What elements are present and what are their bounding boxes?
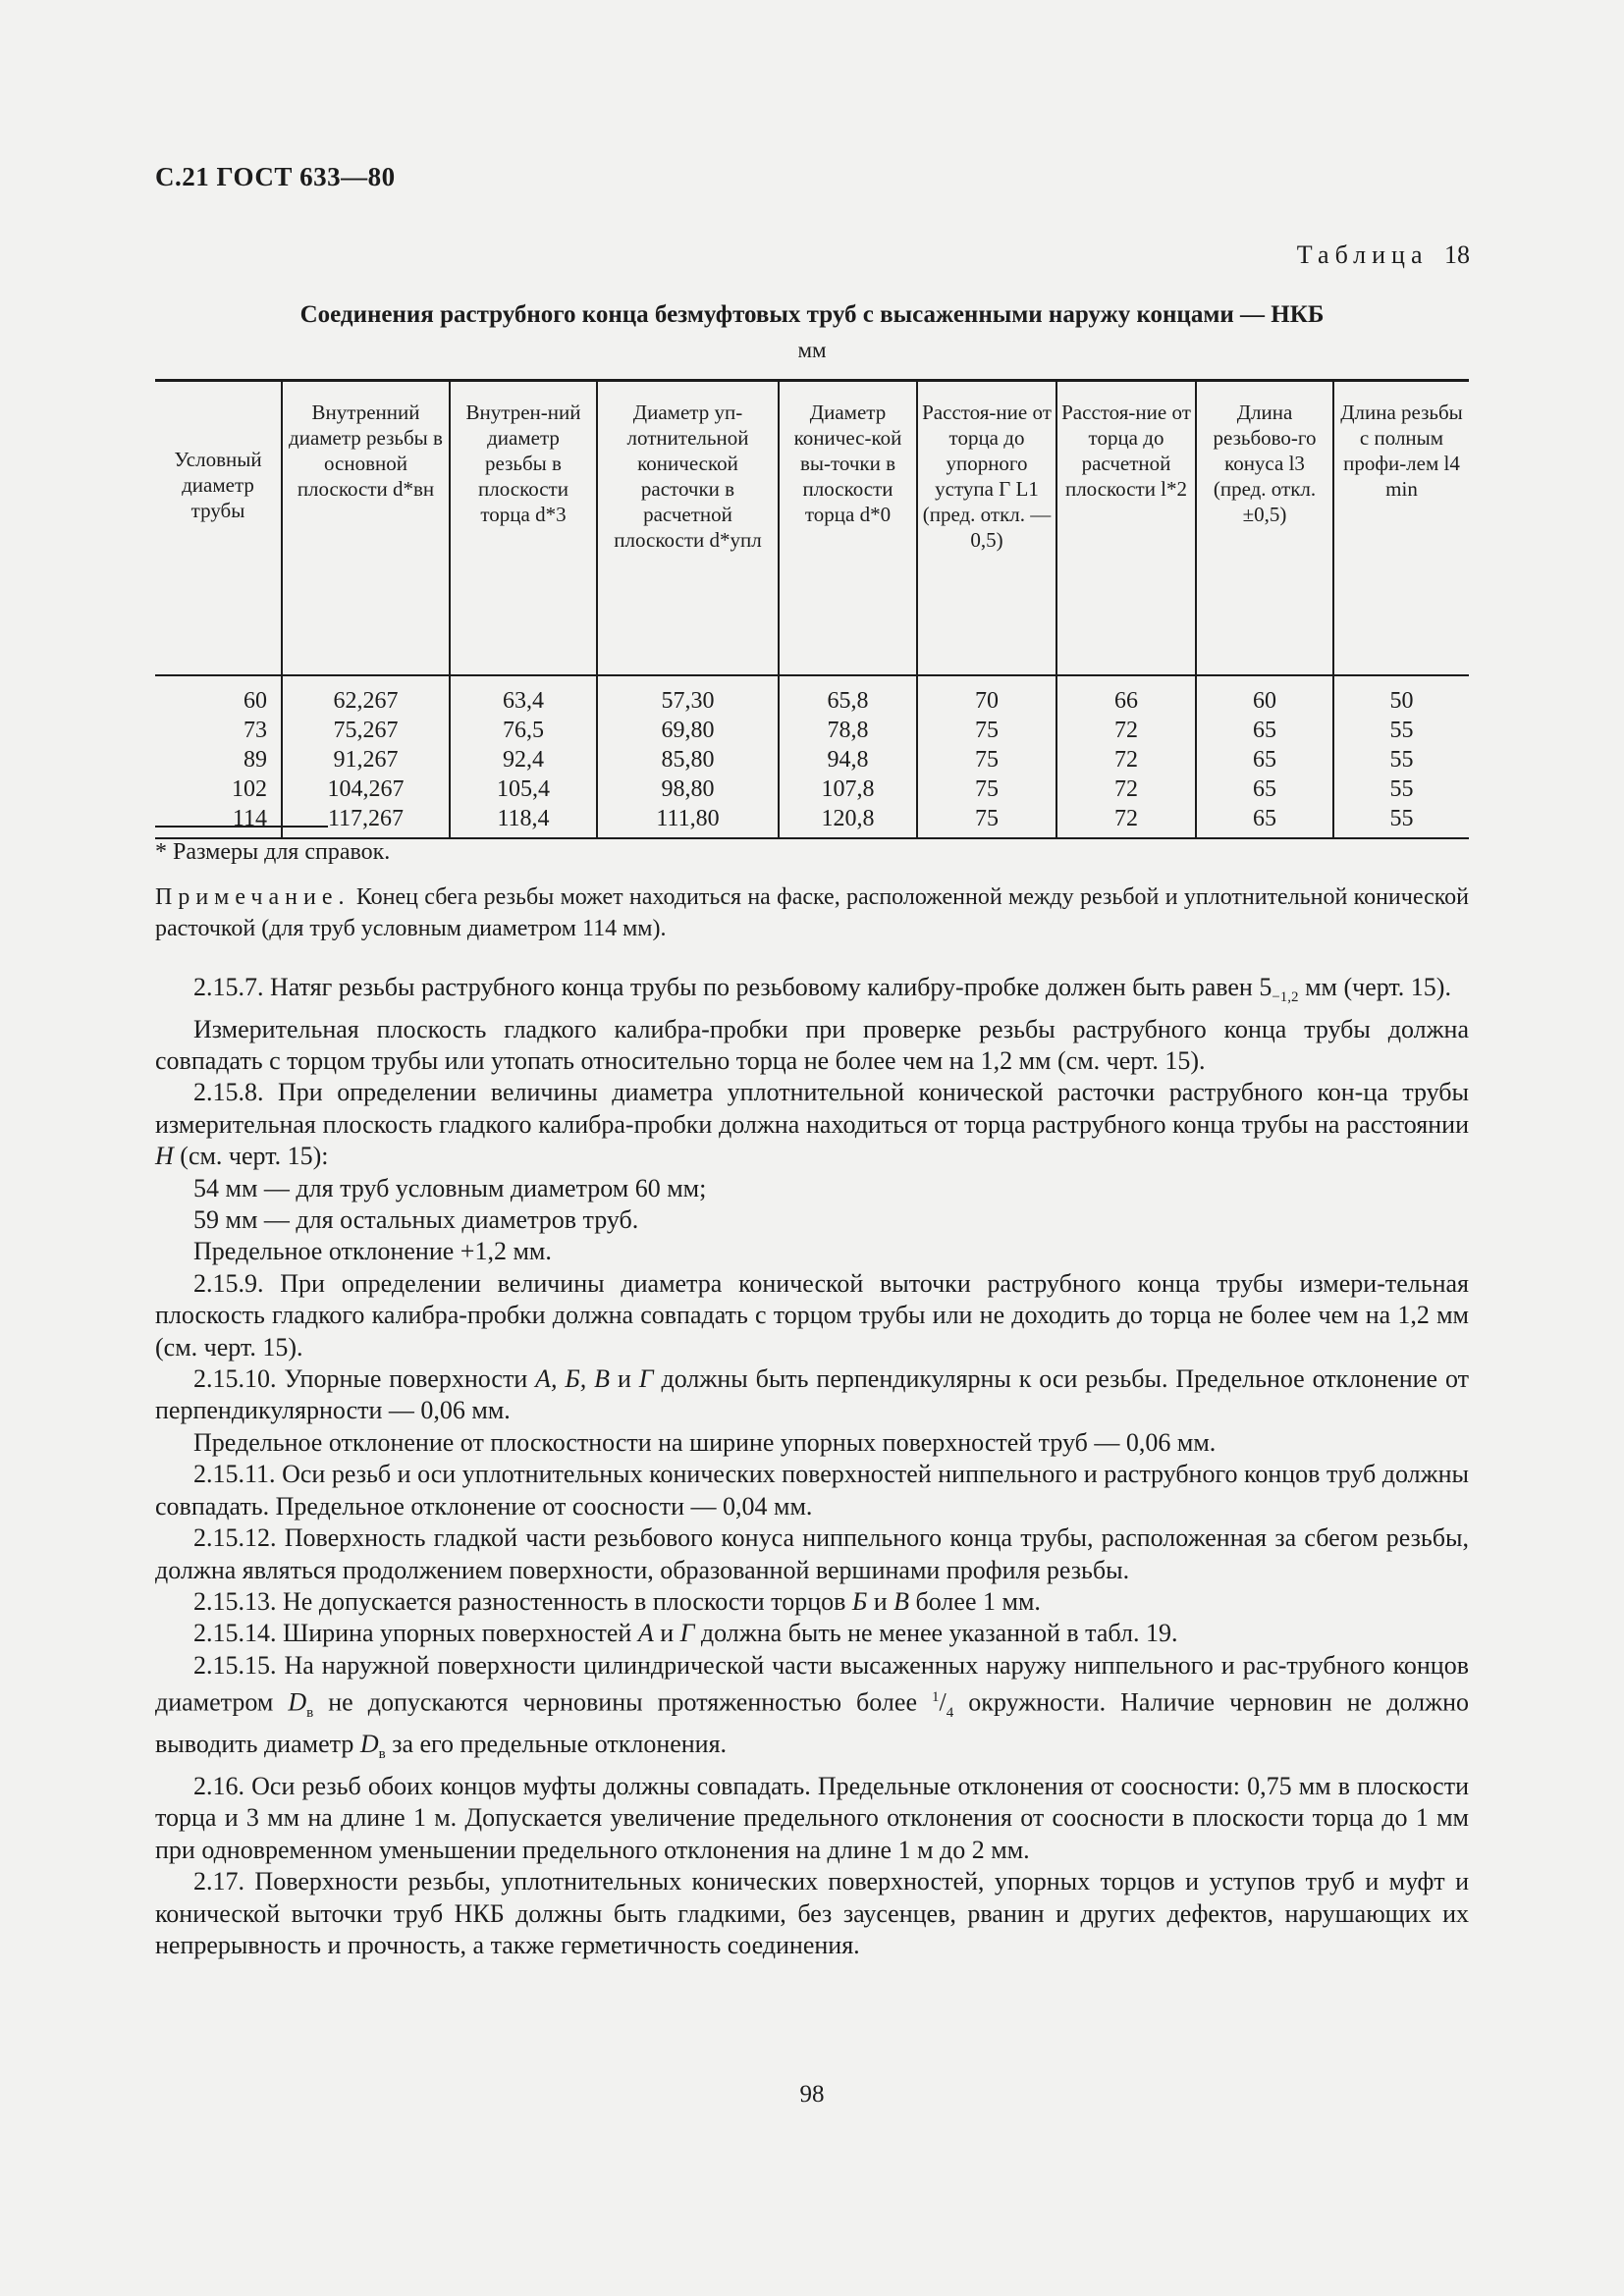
dimensions-table xyxy=(155,379,1469,839)
table-cell: 91,267 xyxy=(282,745,450,774)
paragraph: 2.15.10. Упорные поверхности А, Б, В и Г должны быть перпендикулярны к оси резьбы. Предельное отклонение от перпендикулярности — 0,06 мм. xyxy=(155,1364,1469,1425)
col-header: Длина резьбы с полным профи-лем l4 min xyxy=(1333,381,1469,676)
table-cell: 72 xyxy=(1056,745,1196,774)
table-cell: 75,267 xyxy=(282,716,450,745)
paragraph: 2.15.8. При определении величины диаметра уплотнительной конической расточки раструбного кон-ца трубы измерительная плоскость гладкого калибра-пробки должна находиться от торца раструбного конца трубы на расстоянии Н (см. черт. 15): xyxy=(155,1078,1469,1171)
table-cell: 120,8 xyxy=(779,804,917,838)
table-cell: 111,80 xyxy=(597,804,779,838)
paragraph: 2.17. Поверхности резьбы, уплотнительных конических поверхностей, упорных торцов и уступов труб и муфт и конической выточки труб НКБ должны быть гладкими, без заусенцев, рванин и других дефектов, нарушающих их непрерывность и прочность, а также герметичность соединения. xyxy=(155,1867,1469,1959)
col-header: Расстоя-ние от торца до упорного уступа Г L1 (пред. откл. —0,5) xyxy=(917,381,1056,676)
table-row xyxy=(155,716,1469,745)
page-number: 98 xyxy=(799,2081,825,2108)
table-row xyxy=(155,745,1469,774)
table-cell: 60 xyxy=(244,688,267,714)
table-cell: 92,4 xyxy=(450,745,597,774)
table-cell: 70 xyxy=(917,675,1056,716)
table-cell: 65 xyxy=(1196,804,1333,838)
table-cell: 118,4 xyxy=(450,804,597,838)
table-cell: 114 xyxy=(155,804,282,838)
table-cell: 72 xyxy=(1056,774,1196,804)
table-row xyxy=(155,774,1469,804)
paragraph: Измерительная плоскость гладкого калибра-пробки при проверке резьбы раструбного конца трубы должна совпадать с торцом трубы или утопать относительно торца не более чем на 1,2 мм (см. черт. 15). xyxy=(155,1014,1469,1075)
paragraph: 2.15.7. Натяг резьбы раструбного конца трубы по резьбовому калибру-пробке должен быть равен $5_{-1,2}$ мм (черт. 15). xyxy=(193,973,1451,1006)
col-header: Диаметр коничес-кой вы-точки в плоскости торца d*0 xyxy=(779,381,917,676)
table-note: Примечание. Конец сбега резьбы может находиться на фаске, расположенной между резьбой и уплотнительной конической расточкой (для труб условным диаметром 114 мм). xyxy=(155,884,1470,941)
table-row xyxy=(155,804,1469,838)
table-cell: 94,8 xyxy=(779,745,917,774)
table-cell: 66 xyxy=(1056,675,1196,716)
col-header: Внутрен-ний диаметр резьбы в плоскости торца d*3 xyxy=(450,381,597,676)
table-cell: 89 xyxy=(244,747,267,773)
table-cell: 75 xyxy=(917,716,1056,745)
table-cell: 63,4 xyxy=(450,675,597,716)
table-cell: 55 xyxy=(1333,774,1469,804)
table-cell: 72 xyxy=(1056,804,1196,838)
paragraph: 2.16. Оси резьб обоих концов муфты должны совпадать. Предельные отклонения от соосности: 0,75 мм в плоскости торца и 3 мм на длине 1 м. Допускается увеличение предельного отклонения от соосности в плоскости торца до 1 мм при одновременном уменьшении предельного отклонения на длине 1 м до 2 мм. xyxy=(155,1771,1469,1864)
table-cell: 73 xyxy=(244,718,267,743)
table-cell: 55 xyxy=(1333,716,1469,745)
table-cell: 69,80 xyxy=(597,716,779,745)
table-cell: 65 xyxy=(1196,745,1333,774)
table-cell: 60 xyxy=(1196,675,1333,716)
page-header: С.21 ГОСТ 633—80 xyxy=(155,162,396,191)
col-header: Условный диаметр трубы xyxy=(155,381,282,676)
table-row xyxy=(155,675,1469,716)
col-header: Диаметр уп-лотнительной конической расточки в расчетной плоскости d*упл xyxy=(597,381,779,676)
table-cell: 75 xyxy=(917,774,1056,804)
col-header: Расстоя-ние от торца до расчетной плоскости l*2 xyxy=(1056,381,1196,676)
table-cell: 85,80 xyxy=(597,745,779,774)
paragraph: 2.15.12. Поверхность гладкой части резьбового конуса ниппельного конца трубы, расположенная за сбегом резьбы, должна являться продолжением поверхности, образованной вершинами профиля резьбы. xyxy=(155,1523,1469,1584)
table-cell: 55 xyxy=(1333,745,1469,774)
paragraph: 59 мм — для остальных диаметров труб. xyxy=(193,1205,639,1235)
table-cell: 104,267 xyxy=(282,774,450,804)
paragraph: 2.15.14. Ширина упорных поверхностей А и Г должна быть не менее указанной в табл. 19. xyxy=(193,1619,1178,1648)
footnote: * Размеры для справок. xyxy=(155,839,391,865)
table-cell: 76,5 xyxy=(450,716,597,745)
table-cell: 65 xyxy=(1196,774,1333,804)
table-cell: 78,8 xyxy=(779,716,917,745)
table-cell: 102 xyxy=(232,776,267,802)
col-header: Внутренний диаметр резьбы в основной плоскости d*вн xyxy=(282,381,450,676)
table-cell: 107,8 xyxy=(779,774,917,804)
paragraph: 54 мм — для труб условным диаметром 60 мм; xyxy=(193,1173,707,1202)
table-cell: 57,30 xyxy=(597,675,779,716)
paragraph: 2.15.11. Оси резьб и оси уплотнительных конических поверхностей ниппельного и раструбного концов труб должны совпадать. Предельное отклонение от соосности — 0,04 мм. xyxy=(155,1460,1469,1521)
table-cell: 75 xyxy=(917,745,1056,774)
footnote-rule xyxy=(155,826,328,828)
table-cell: 65 xyxy=(1196,716,1333,745)
table-header-row xyxy=(155,381,1469,676)
paragraph: Предельное отклонение +1,2 мм. xyxy=(193,1237,552,1266)
paragraph: 2.15.9. При определении величины диаметра конической выточки раструбного конца трубы измери-тельная плоскость гладкого калибра-пробки должна совпадать с торцом трубы или не доходить до торца не более чем на 1,2 мм (см. черт. 15). xyxy=(155,1268,1469,1362)
body-text xyxy=(155,972,1469,1961)
table-unit: мм xyxy=(797,338,827,362)
paragraph: Предельное отклонение от плоскостности на ширине упорных поверхностей труб — 0,06 мм. xyxy=(193,1427,1217,1457)
table-cell: 72 xyxy=(1056,716,1196,745)
table-cell: 98,80 xyxy=(597,774,779,804)
table-cell: 117,267 xyxy=(282,804,450,838)
table-label: Таблица 18 xyxy=(1296,240,1470,269)
table-cell: 62,267 xyxy=(282,675,450,716)
paragraph: 2.15.13. Не допускается разностенность в плоскости торцов Б и В более 1 мм. xyxy=(193,1586,1041,1616)
table-title: Соединения раструбного конца безмуфтовых труб с высаженными наружу концами — НКБ xyxy=(299,301,1325,328)
table-cell: 65,8 xyxy=(779,675,917,716)
table-cell: 55 xyxy=(1333,804,1469,838)
table-cell: 105,4 xyxy=(450,774,597,804)
table-cell: 50 xyxy=(1333,675,1469,716)
paragraph: 2.15.15. На наружной поверхности цилиндрической части высаженных наружу ниппельного и рас-трубного концов диаметром $D_в$ не допускаются черновины протяженностью более $^1/_4$ окружности. Наличие черновин не должно выводить диаметр $D_в$ за его предельные отклонения. xyxy=(155,1650,1469,1763)
col-header: Длина резьбово-го конуса l3 (пред. откл. ±0,5) xyxy=(1196,381,1333,676)
table-cell: 75 xyxy=(917,804,1056,838)
